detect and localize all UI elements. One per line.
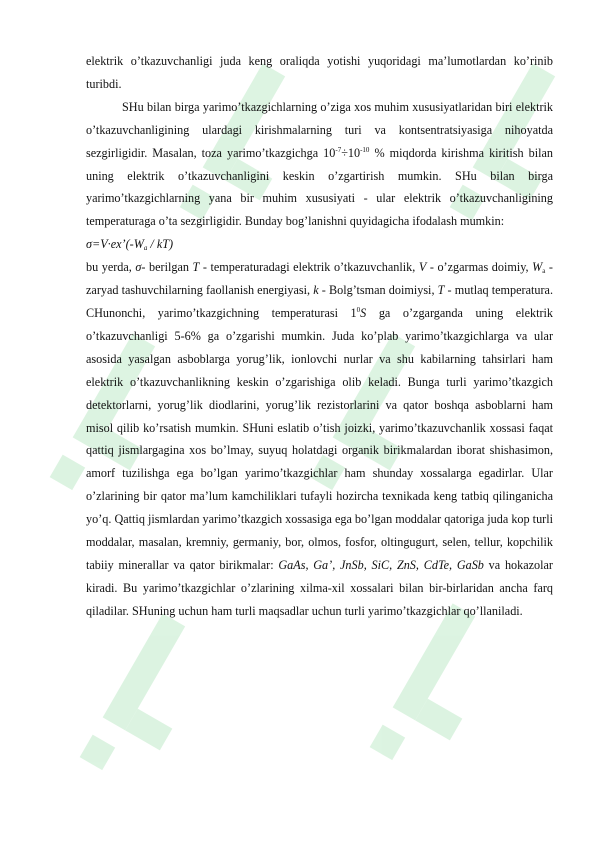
paragraph-explanation: [86, 256, 553, 623]
watermark-logo-bottom-left: [28, 593, 232, 826]
conductivity-formula: [86, 233, 553, 256]
symbol-constant: V: [418, 260, 427, 275]
symbol-temperature: T: [437, 283, 445, 298]
paragraph-impurity-sensitivity: [86, 96, 553, 233]
paragraph-intro: elektrik o’tkazuvchanligi juda keng oraliqda yotishi yuqoridagi ma’lumotlardan ko’rinib turibdi.: [86, 54, 553, 91]
paragraph-text: - mutlaq temperatura. CHunonchi, yarimo’tkazgichning temperaturasi 1: [86, 283, 553, 320]
document-body: [86, 50, 553, 623]
symbol-energy: W: [532, 260, 543, 275]
exponent: -10: [360, 145, 370, 154]
paragraph-text: - Bolg’tsman doimiysi,: [318, 283, 438, 298]
paragraph-text: - o’zgarmas doimiy,: [426, 260, 533, 275]
paragraph-text: - zaryad tashuvchilarning faollanish energiyasi,: [86, 260, 553, 298]
symbol-sigma: σ: [135, 260, 142, 275]
paragraph-text: - temperaturadagi elektrik o’tkazuvchanlik,: [199, 260, 419, 275]
paragraph-text: bu yerda,: [86, 260, 136, 275]
symbol-temperature: T: [192, 260, 200, 275]
symbol-boltzmann: k: [313, 283, 319, 298]
paragraph-text: % miqdorda kirishma kiritish bilan uning elektrik o’tkazuvchanligini keskin o’zgartirish mumkin. SHu bilan birga yarimo’tkazgichlarning yana bir muhim xususiyati - ular elektrik o’tkazuvchanligining temperaturaga o’ta sezgirligidir. Bunday bog’lanishni quyidagicha ifodalash mumkin:: [86, 145, 553, 229]
paragraph-text: - berilgan: [141, 260, 193, 275]
degree-superscript: 0: [356, 305, 361, 314]
formula-text: σ=V·ex’(-W: [86, 237, 144, 252]
paragraph-text: SHu bilan birga yarimo’tkazgichlarning o’ziga xos muhim xususiyatlaridan biri elektrik o’tkazuvchanligining ulardagi kirishmalarning turi va kontsentratsiyasiga nihoyatda sezgirligidir. Masalan, toza yarimo’tkazgichga 10: [86, 99, 553, 160]
symbol-celsius: S: [360, 305, 367, 320]
formula-text: / kT): [147, 237, 174, 252]
compound-list: GaAs, Ga’, JnSb, SiC, ZnS, CdTe, GaSb: [278, 557, 484, 572]
exponent: -7: [335, 145, 342, 154]
paragraph-text: ÷10: [341, 145, 361, 160]
paragraph-text: va hokazolar kiradi. Bu yarimo’tkazgichlar o’zlarining xilma-xil xossalari bilan bir-birlaridan ancha farq qiladilar. SHuning uchun ham turli maqsadlar uchun turli yarimo’tkazgichlar qo’llaniladi.: [86, 557, 553, 618]
symbol-subscript: a: [542, 267, 546, 276]
paragraph-text: ga o’zgarganda uning elektrik o’tkazuvchanligi 5-6% ga o’zgarishi mumkin. Juda ko’plab yarimo’tkazgichlarga va ular asosida yasalgan asboblarga yorug’lik, ionlovchi nurlar va shu kabilarning tahsirlari ham elektrik o’tkazuvchanlikning keskin o’zgarishiga olib keladi. Bunga turli yarimo’tkazgich detektorlarni, yorug’lik diodlarini, yorug’lik rezistorlarini va qator boshqa asboblarni ham misol qilib ko’rsatish mumkin. SHuni eslatib o’tish joizki, yarimo’tkazuvchanlik xossasi faqat qattiq jismlargagina xos bo’lmay, suyuq holatdagi organik birikmalardan iborat shishasimon, amorf tuzilishga ega bo’lgan yarimo’tkazgichlar ham shunday xossalarga egadirlar. Ular o’zlarining bir qator ma’lum kamchiliklari tufayli hozircha texnikada keng tatbiq qilinganicha yo’q. Qattiq jismlardan yarimo’tkazgich xossasiga ega bo’lgan moddalar qatoriga juda kop turli moddalar, masalan, kremniy, germaniy, bor, olmos, fosfor, oltingugurt, selen, tellur, kopchilik tabiiy minerallar va qator birikmalar:: [86, 305, 553, 572]
formula-subscript: a: [143, 244, 148, 253]
